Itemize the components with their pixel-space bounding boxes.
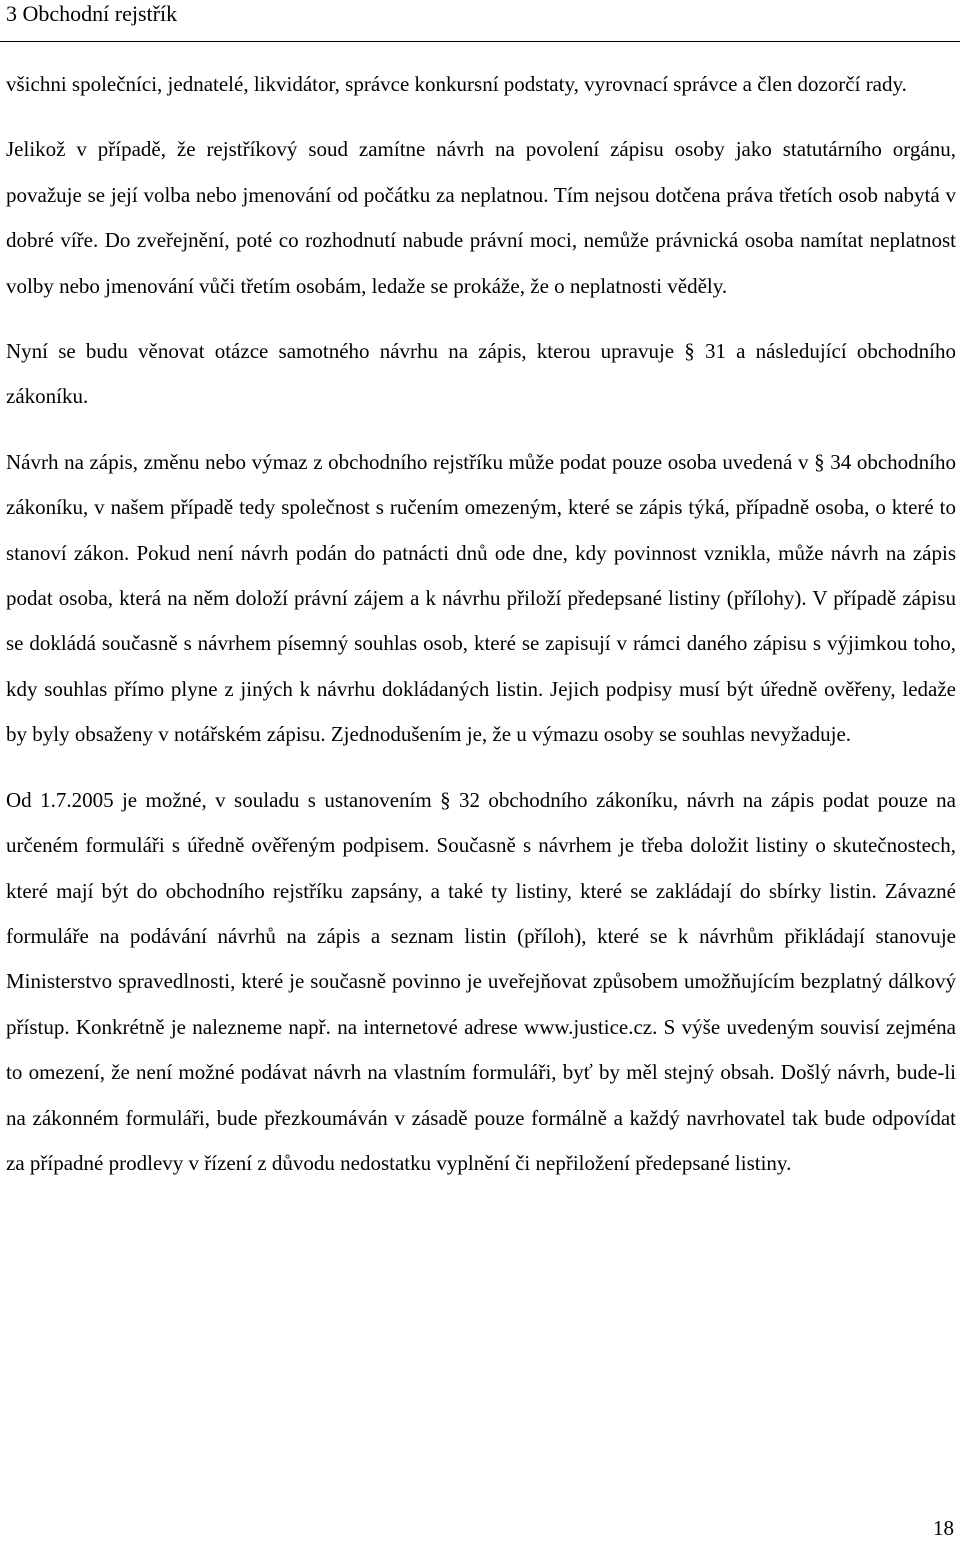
- paragraph-4: Návrh na zápis, změnu nebo výmaz z obchodního rejstříku může podat pouze osoba uvedená v § 34 obchodního zákoníku, v našem případě tedy společnost s ručením omezeným, které se zápis týká, případně osoba, o které to stanoví zákon. Pokud není návrh podán do patnácti dnů ode dne, kdy povinnost vznikla, může návrh na zápis podat osoba, která na něm doloží právní zájem a k návrhu přiloží předepsané listiny (přílohy). V případě zápisu se dokládá současně s návrhem písemný souhlas osob, které se zapisují v rámci daného zápisu s výjimkou toho, kdy souhlas přímo plyne z jiných k návrhu dokládaných listin. Jejich podpisy musí být úředně ověřeny, ledaže by byly obsaženy v notářském zápisu. Zjednodušením je, že u výmazu osoby se souhlas nevyžaduje.: [6, 449, 956, 747]
- page-number: 18: [933, 1516, 954, 1540]
- header-divider: [0, 41, 960, 42]
- paragraph-5: Od 1.7.2005 je možné, v souladu s ustanovením § 32 obchodního zákoníku, návrh na zápis podat pouze na určeném formuláři s úředně ověřeným podpisem. Současně s návrhem je třeba doložit listiny o skutečnostech, které mají být do obchodního rejstříku zapsány, a také ty listiny, které se zakládají do sbírky listin. Závazné formuláře na podávání návrhů na zápis a seznam listin (příloh), které se k návrhům přikládají stanovuje Ministerstvo spravedlnosti, které je současně povinno je uveřejňovat způsobem umožňujícím bezplatný dálkový přístup. Konkrétně je nalezneme např. na internetové adrese www.justice.cz. S výše uvedeným souvisí zejména to omezení, že není možné podávat návrh na vlastním formuláři, byť by měl stejný obsah. Došlý návrh, bude-li na zákonném formuláři, bude přezkoumáván v zásadě pouze formálně a každý navrhovatel tak bude odpovídat za případné prodlevy v řízení z důvodu nedostatku vyplnění či nepřiložení předepsané listiny.: [6, 787, 956, 1175]
- paragraph-1: všichni společníci, jednatelé, likvidátor, správce konkursní podstaty, vyrovnací správce a člen dozorčí rady.: [6, 72, 907, 96]
- document-body: [6, 62, 956, 1206]
- chapter-header: 3 Obchodní rejstřík: [6, 1, 178, 26]
- paragraph-3: Nyní se budu věnovat otázce samotného návrhu na zápis, kterou upravuje § 31 a následující obchodního zákoníku.: [6, 339, 956, 409]
- paragraph-2: Jelikož v případě, že rejstříkový soud zamítne návrh na povolení zápisu osoby jako statutárního orgánu, považuje se její volba nebo jmenování od počátku za neplatnou. Tím nejsou dotčena práva třetích osob nabytá v dobré víře. Do zveřejnění, poté co rozhodnutí nabude právní moci, nemůže právnická osoba namítat neplatnost volby nebo jmenování vůči třetím osobám, ledaže se prokáže, že o neplatnosti věděly.: [6, 137, 956, 298]
